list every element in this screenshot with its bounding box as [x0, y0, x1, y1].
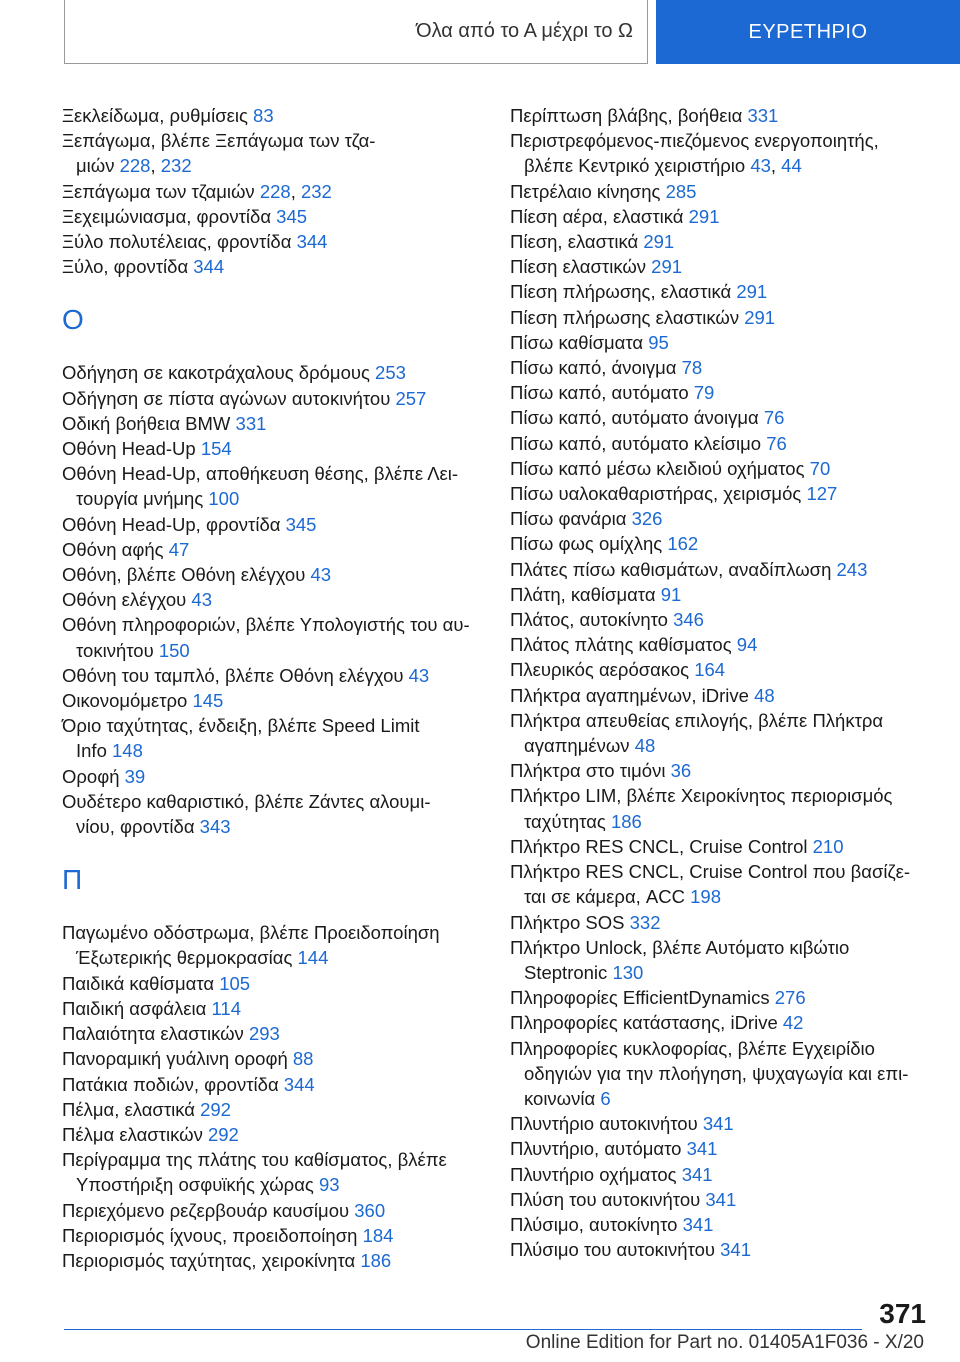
page-link[interactable]: 341 [720, 1239, 752, 1261]
index-entry [62, 1248, 482, 1273]
index-entry-text: Πλυντήριο, αυτόματο [510, 1138, 682, 1160]
index-entry [510, 330, 930, 355]
page-link[interactable]: 341 [682, 1213, 714, 1235]
index-entry-text: Πίσω καπό, αυτόματο άνοιγμα [510, 407, 759, 429]
page-link[interactable]: 341 [686, 1138, 718, 1160]
page-link[interactable]: 93 [318, 1174, 340, 1196]
page-link[interactable]: 36 [670, 760, 692, 782]
index-entry [62, 971, 482, 996]
index-entry [62, 360, 482, 385]
index-entry-text: Πλήκτρα αγαπημένων, iDrive [510, 684, 749, 706]
page-link[interactable]: 341 [705, 1188, 737, 1210]
index-entry [510, 229, 930, 254]
index-entry-text: ται σε κάμερα, ACC [524, 886, 685, 908]
index-entry-text: Πίσω φανάρια [510, 508, 627, 530]
page-link[interactable]: 186 [360, 1249, 392, 1271]
page-link[interactable]: 228 [259, 180, 291, 202]
page-link[interactable]: 42 [782, 1012, 804, 1034]
page-link[interactable]: 345 [276, 205, 308, 227]
index-entry-text: Οδήγηση σε κακοτράχαλους δρόμους [62, 362, 370, 384]
page-link[interactable]: 344 [193, 256, 225, 278]
page-link[interactable]: 43 [310, 564, 332, 586]
page-link[interactable]: 341 [702, 1113, 734, 1135]
index-entry [510, 1036, 930, 1112]
page-link[interactable]: 291 [688, 205, 720, 227]
index-entry [510, 531, 930, 556]
index-entry [62, 103, 482, 128]
index-entry [62, 612, 482, 662]
index-section-letter: Ο [62, 304, 84, 336]
page-link[interactable]: 127 [806, 483, 838, 505]
index-entry [62, 1223, 482, 1248]
index-entry [62, 587, 482, 612]
index-entry-text: Πλήκτρα απευθείας επιλογής, βλέπε Πλήκτρα [510, 709, 884, 731]
page-link[interactable]: 285 [665, 180, 697, 202]
tab-index[interactable]: ΕΥΡΕΤΗΡΙΟ [656, 0, 960, 64]
index-entry-text: Πέλμα, ελαστικά [62, 1098, 195, 1120]
page-link[interactable]: 186 [610, 810, 642, 832]
index-entry-text: τουργία μνήμης [76, 488, 204, 510]
index-entry [510, 859, 930, 909]
page-link[interactable]: 293 [248, 1023, 280, 1045]
index-entry [62, 663, 482, 688]
page-link[interactable]: 76 [763, 407, 785, 429]
index-column-right [510, 103, 930, 1262]
index-entry [510, 380, 930, 405]
index-entry-text: Ξεκλείδωμα, ρυθμίσεις [62, 105, 248, 126]
page-number: 371 [879, 1298, 926, 1329]
index-entry-text: Όριο ταχύτητας, ένδειξη, βλέπε Speed Limit [62, 715, 420, 737]
index-entry-text: Περίπτωση βλάβης, βοήθεια [510, 105, 743, 126]
index-entry-text: Έξωτερικής θερμοκρασίας [76, 947, 293, 969]
page-link[interactable]: 39 [124, 765, 146, 787]
index-entry [62, 411, 482, 436]
index-entry-text: ταχύτητας [524, 810, 606, 832]
index-entry-text: μιών [76, 155, 115, 177]
index-column-left [62, 103, 482, 1273]
page-link[interactable]: 148 [112, 740, 143, 762]
index-entry-text: Πίεση αέρα, ελαστικά [510, 205, 684, 227]
page-link[interactable]: 48 [634, 735, 656, 757]
index-entry: Περιστρεφόμενος-πιεζόμενος ενεργοποιητής, βλέπε Κεντρικό χειριστήριο 43, 44 [510, 130, 879, 177]
index-entry [510, 355, 930, 380]
page-link[interactable]: 331 [235, 412, 267, 434]
index-entry-text: Πλύσιμο του αυτοκινήτου [510, 1239, 715, 1261]
page-link[interactable]: 88 [292, 1048, 314, 1070]
page-link[interactable]: 326 [631, 508, 663, 530]
index-entry-text: Ξεπάγωμα, βλέπε Ξεπάγωμα των τζα- [62, 130, 376, 152]
index-entry-text: Οθόνη πληροφοριών, βλέπε Υπολογιστής του αυ- [62, 614, 470, 636]
index-entry [510, 657, 930, 682]
index-entry-text: οδηγιών για την πλοήγηση, ψυχαγωγία και επι- [524, 1062, 909, 1084]
index-entry-text: Πληροφορίες EfficientDynamics [510, 987, 770, 1009]
page-link[interactable]: 43 [191, 589, 212, 611]
index-entry-text: Ουδέτερο καθαριστικό, βλέπε Ζάντες αλουμι- [62, 790, 431, 812]
page-link[interactable]: 344 [296, 231, 328, 253]
index-entry [62, 1147, 482, 1197]
page-link[interactable]: 232 [300, 180, 332, 202]
index-entry [510, 305, 930, 330]
page-link[interactable]: 70 [809, 457, 831, 479]
index-entry-text: Steptronic [524, 961, 608, 983]
index-entry [510, 783, 930, 833]
index-entry-text: Πλάτες πίσω καθισμάτων, αναδίπλωση [510, 558, 832, 580]
index-entry [510, 1136, 930, 1161]
index-entry [62, 204, 482, 229]
index-entry-text: Πίσω καθίσματα [510, 331, 644, 353]
footer-divider [64, 1329, 862, 1330]
index-entry-text: Υποστήριξη οσφυϊκής χώρας [76, 1174, 314, 1196]
index-entry-text: Πλυντήριο οχήματος [510, 1163, 677, 1185]
page-link[interactable]: 198 [690, 886, 721, 908]
page-link[interactable]: 78 [681, 357, 703, 379]
index-entry [62, 764, 482, 789]
index-entry [510, 582, 930, 607]
index-entry-text: Οθόνη Head-Up [62, 438, 196, 460]
page-link[interactable]: 332 [629, 911, 661, 933]
index-entry [62, 688, 482, 713]
index-entry-text: Πίσω φως ομίχλης [510, 533, 663, 555]
index-entry [510, 910, 930, 935]
index-entry-text: αγαπημένων [524, 735, 630, 757]
page-link[interactable]: 79 [693, 382, 715, 404]
page-link[interactable]: 253 [375, 362, 406, 384]
index-entry-text: Οικονομόμετρο [62, 690, 188, 712]
index-entry-text: Πατάκια ποδιών, φροντίδα [62, 1073, 279, 1095]
index-entry-text: Πλάτος, αυτοκίνητο [510, 609, 668, 631]
index-entry-text: Πλήκτρο RES CNCL, Cruise Control [510, 835, 808, 857]
index-entry [510, 481, 930, 506]
index-entry-text: Πλάτος πλάτης καθίσματος [510, 634, 732, 656]
page-link[interactable]: 91 [660, 583, 682, 605]
index-entry [62, 1097, 482, 1122]
index-entry [62, 713, 482, 763]
index-entry-text: Πλυντήριο αυτοκινήτου [510, 1113, 698, 1135]
page-link[interactable]: 343 [199, 816, 231, 838]
index-entry [510, 254, 930, 279]
index-entry [62, 254, 482, 279]
page-link[interactable]: 114 [211, 997, 242, 1019]
index-entry-text: Περιστρεφόμενος-πιεζόμενος ενεργοποιητής, [510, 130, 879, 152]
page-link[interactable]: 6 [600, 1087, 611, 1109]
index-entry [510, 708, 930, 758]
index-entry-text: Ξύλο, φροντίδα [62, 256, 189, 278]
index-entry [510, 279, 930, 304]
page-link[interactable]: 130 [612, 961, 644, 983]
page-link[interactable]: 100 [208, 488, 240, 510]
page-link[interactable]: 150 [158, 639, 190, 661]
index-entry-text: Οδήγηση σε πίστα αγώνων αυτοκινήτου [62, 387, 391, 409]
page-link[interactable]: 44 [781, 155, 802, 177]
index-entry-text: Πίεση πλήρωσης, ελαστικά [510, 281, 732, 303]
page-link[interactable]: 360 [354, 1199, 386, 1221]
index-entry-text: Οθόνη ελέγχου [62, 589, 187, 611]
index-entry [510, 834, 930, 859]
page-link[interactable]: 47 [168, 538, 190, 560]
index-entry [62, 229, 482, 254]
index-entry-text: Πλήκτρα στο τιμόνι [510, 760, 666, 782]
index-entry [62, 537, 482, 562]
index-entry [62, 1072, 482, 1097]
index-entry [510, 1212, 930, 1237]
index-entry-text: Περιεχόμενο ρεζερβουάρ καυσίμου [62, 1199, 350, 1221]
page-link[interactable]: 210 [812, 835, 844, 857]
index-entry-text: Πανοραμική γυάλινη οροφή [62, 1048, 288, 1070]
page-link[interactable]: 228 [119, 155, 151, 177]
index-entry-text: Πλήκτρο SOS [510, 911, 625, 933]
footer-edition-text: Online Edition for Part no. 01405A1F036 - X/20 [525, 1332, 924, 1353]
index-entry-text: Οθόνη του ταμπλό, βλέπε Οθόνη ελέγχου [62, 664, 404, 686]
index-entry [510, 1111, 930, 1136]
index-section-letter: Π [62, 864, 83, 896]
index-entry-text: Ξεχειμώνιασμα, φροντίδα [62, 205, 272, 227]
index-entry-text: Πέλμα ελαστικών [62, 1123, 203, 1145]
index-entry-text: Οθόνη, βλέπε Οθόνη ελέγχου [62, 564, 306, 586]
index-entry [510, 758, 930, 783]
header [0, 0, 960, 66]
index-entry [62, 920, 482, 970]
index-entry-text: Πίσω καπό, άνοιγμα [510, 357, 677, 379]
page-link[interactable]: 162 [667, 533, 699, 555]
index-entry [62, 461, 482, 511]
index-entry [510, 1187, 930, 1212]
index-entry [62, 1046, 482, 1071]
page-link[interactable]: 292 [200, 1098, 231, 1120]
page-link[interactable]: 346 [673, 609, 704, 631]
page-link[interactable]: 291 [736, 281, 768, 303]
index-entry-text: Πλήκτρο RES CNCL, Cruise Control που βασίζε- [510, 861, 911, 883]
index-entry-text: Πλύση του αυτοκινήτου [510, 1188, 701, 1210]
index-entry-text: Περιορισμός ίχνους, προειδοποίηση [62, 1224, 358, 1246]
index-entry [510, 506, 930, 531]
index-entry-text: Οθόνη Head-Up, φροντίδα [62, 513, 281, 535]
index-entry [62, 1122, 482, 1147]
index-entry-text: Παγωμένο οδόστρωμα, βλέπε Προειδοποίηση [62, 922, 440, 944]
page-link[interactable]: 76 [766, 432, 787, 454]
page-link[interactable]: 48 [754, 684, 775, 706]
index-entry-text: Παιδική ασφάλεια [62, 997, 207, 1019]
index-entry-text: Πίεση πλήρωσης ελαστικών [510, 306, 740, 328]
page-link[interactable]: 105 [219, 972, 251, 994]
index-entry [510, 985, 930, 1010]
index-entry [62, 436, 482, 461]
index-entry-text: βλέπε Κεντρικό χειριστήριο [524, 155, 746, 177]
index-entry [510, 935, 930, 985]
index-entry [510, 179, 930, 204]
page-link[interactable]: 331 [747, 105, 779, 126]
page-link[interactable]: 43 [408, 664, 430, 686]
index-entry-text: Πίσω καπό μέσω κλειδιού οχήματος [510, 457, 805, 479]
index-entry-text: Πλευρικός αερόσακος [510, 659, 690, 681]
page-link[interactable]: 291 [651, 256, 683, 278]
page-link[interactable]: 243 [836, 558, 868, 580]
index-entry-text: Info [76, 740, 107, 762]
index-entry-text: Πλάτη, καθίσματα [510, 583, 656, 605]
index-entry [510, 204, 930, 229]
index-entry [510, 683, 930, 708]
index-entry [510, 431, 930, 456]
index-entry [62, 1021, 482, 1046]
index-entry-text: Πλύσιμο, αυτοκίνητο [510, 1213, 678, 1235]
index-entry-text: νίου, φροντίδα [76, 816, 195, 838]
page-link[interactable]: 257 [395, 387, 427, 409]
index-entry-text: Πίσω καπό, αυτόματο κλείσιμο [510, 432, 762, 454]
index-entry-text: Πλήκτρο Unlock, βλέπε Αυτόματο κιβώτιο [510, 936, 850, 958]
index-entry [510, 456, 930, 481]
index-entry [510, 1237, 930, 1262]
page-link[interactable]: 345 [285, 513, 317, 535]
index-entry [62, 512, 482, 537]
index-entry-text: Πίσω υαλοκαθαριστήρας, χειρισμός [510, 483, 802, 505]
index-entry [510, 405, 930, 430]
index-entry-text: Πληροφορίες κυκλοφορίας, βλέπε Εγχειρίδιο [510, 1037, 875, 1059]
index-entry [510, 632, 930, 657]
page-link[interactable]: 291 [643, 231, 675, 253]
page-link[interactable]: 344 [283, 1073, 315, 1095]
index-entry-text: Οδική βοήθεια BMW [62, 412, 231, 434]
page-link[interactable]: 341 [681, 1163, 713, 1185]
tab-all-a-to-z[interactable]: Όλα από το Α μέχρι το Ω [64, 0, 648, 64]
index-entry [510, 1010, 930, 1035]
index-entry [510, 557, 930, 582]
index-entry-text: Περίγραμμα της πλάτης του καθίσματος, βλέπε [62, 1149, 447, 1171]
page-link[interactable]: 144 [297, 947, 329, 969]
page-link[interactable]: 94 [736, 634, 758, 656]
index-entry-text: Ξεπάγωμα των τζαμιών [62, 180, 255, 202]
index-entry [62, 996, 482, 1021]
index-entry [510, 1162, 930, 1187]
index-entry-text: Οροφή [62, 765, 120, 787]
page-link[interactable]: 154 [200, 438, 232, 460]
page-link[interactable]: 43 [750, 155, 771, 177]
index-entry-text: Παλαιότητα ελαστικών [62, 1023, 244, 1045]
index-entry-text: Παιδικά καθίσματα [62, 972, 215, 994]
index-entry [510, 607, 930, 632]
index-entry [62, 562, 482, 587]
page-link[interactable]: 83 [253, 105, 274, 126]
index-entry-text: Περιορισμός ταχύτητας, χειροκίνητα [62, 1249, 356, 1271]
index-entry [62, 789, 482, 839]
page-link[interactable]: 292 [207, 1123, 239, 1145]
page-link[interactable]: 276 [774, 987, 806, 1009]
index-entry-text: Πίεση ελαστικών [510, 256, 647, 278]
index-entry-text: Πίσω καπό, αυτόματο [510, 382, 689, 404]
index-entry-text: κοινωνία [524, 1087, 596, 1109]
index-entry-text: Οθόνη αφής [62, 538, 164, 560]
index-entry-text: Πλήκτρο LIM, βλέπε Χειροκίνητος περιορισμός [510, 785, 893, 807]
page-link[interactable]: 95 [648, 331, 669, 353]
index-entry-text: Πίεση, ελαστικά [510, 231, 639, 253]
index-entry: Ξεπάγωμα, βλέπε Ξεπάγωμα των τζα- μιών 228, 232 [62, 130, 376, 177]
page-link[interactable]: 232 [160, 155, 192, 177]
page-link[interactable]: 291 [744, 306, 776, 328]
index-entry-text: Πληροφορίες κατάστασης, iDrive [510, 1012, 778, 1034]
index-entry [510, 103, 930, 128]
index-entry-text: Ξύλο πολυτέλειας, φροντίδα [62, 231, 292, 253]
index-entry: Ξεπάγωμα των τζαμιών 228, 232 [62, 180, 332, 202]
index-entry [62, 1198, 482, 1223]
page-link[interactable]: 145 [192, 690, 224, 712]
page-link[interactable]: 164 [694, 659, 726, 681]
page-link[interactable]: 184 [362, 1224, 394, 1246]
index-entry-text: Πετρέλαιο κίνησης [510, 180, 661, 202]
index-entry-text: Οθόνη Head-Up, αποθήκευση θέσης, βλέπε Λει- [62, 463, 459, 485]
index-entry [62, 386, 482, 411]
index-entry-text: τοκινήτου [76, 639, 154, 661]
